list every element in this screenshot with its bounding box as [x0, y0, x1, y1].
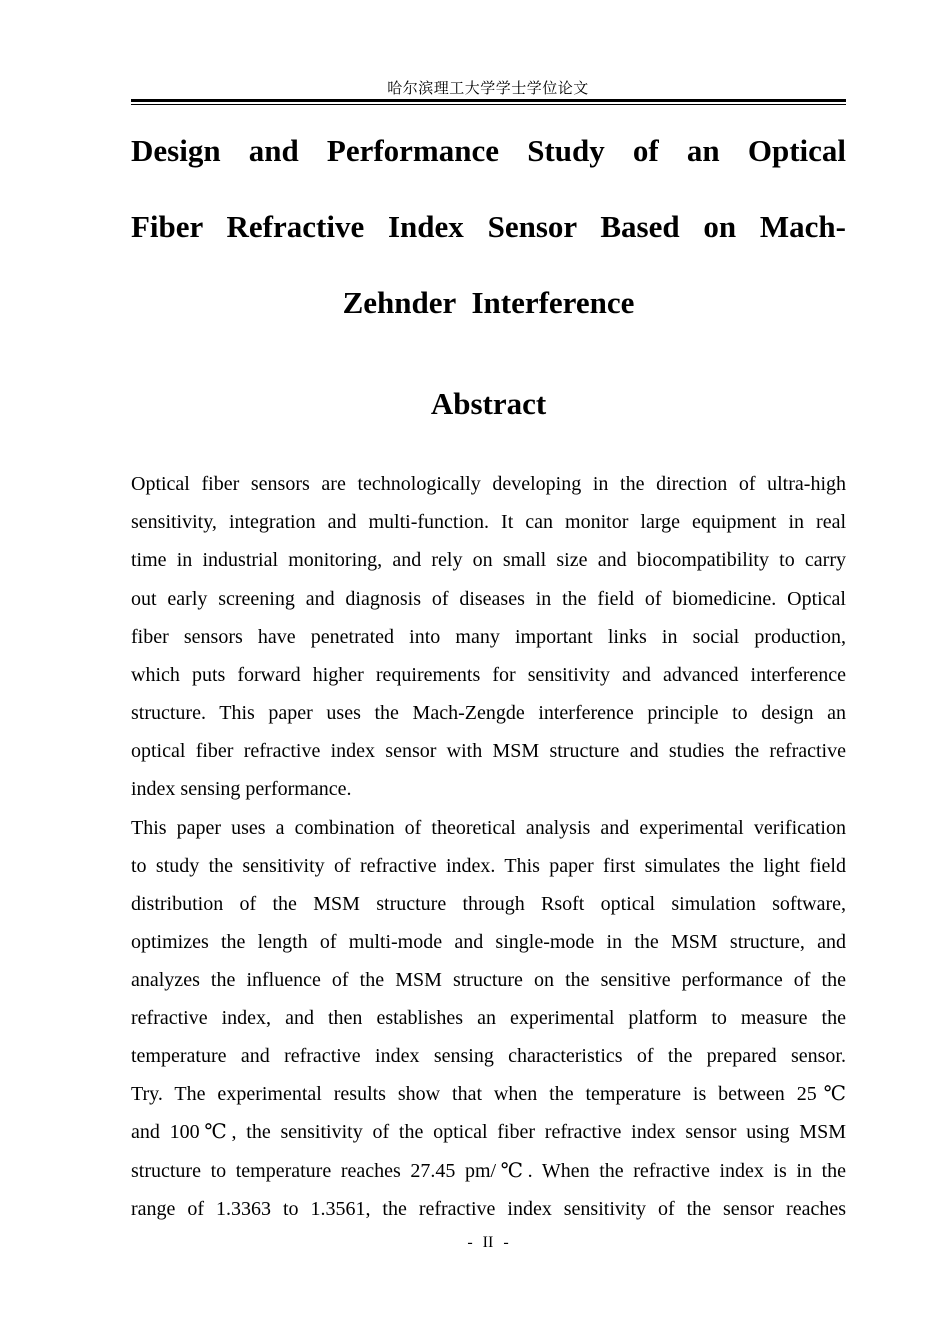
title-line-1: Design and Performance Study of an Optical	[131, 133, 846, 168]
body-line: and 100℃, the sensitivity of the optical fiber refractive index sensor using MSM	[131, 1121, 846, 1143]
body-line: distribution of the MSM structure through Rsoft optical simulation software,	[131, 893, 846, 915]
body-line: out early screening and diagnosis of diseases in the field of biomedicine. Optical	[131, 588, 846, 610]
body-line: optimizes the length of multi-mode and single-mode in the MSM structure, and	[131, 931, 846, 953]
header-rule-thin	[131, 104, 846, 105]
title-line-2: Fiber Refractive Index Sensor Based on Mach-	[131, 209, 846, 244]
body-line: This paper uses a combination of theoretical analysis and experimental verification	[131, 817, 846, 839]
body-line: analyzes the influence of the MSM structure on the sensitive performance of the	[131, 969, 846, 991]
body-line: refractive index, and then establishes an experimental platform to measure the	[131, 1007, 846, 1029]
body-line: temperature and refractive index sensing characteristics of the prepared sensor.	[131, 1045, 846, 1067]
body-line: sensitivity, integration and multi-function. It can monitor large equipment in real	[131, 511, 846, 533]
header-rule-thick	[131, 99, 846, 102]
page-number: - II -	[467, 1234, 509, 1251]
body-line: structure to temperature reaches 27.45 pm/℃. When the refractive index is in the	[131, 1160, 846, 1182]
body-line: optical fiber refractive index sensor with MSM structure and studies the refractive	[131, 740, 846, 762]
body-line: time in industrial monitoring, and rely on small size and biocompatibility to carry	[131, 549, 846, 571]
body-line: which puts forward higher requirements for sensitivity and advanced interference	[131, 664, 846, 686]
body-line: Try. The experimental results show that when the temperature is between 25℃	[131, 1083, 846, 1105]
body-line: structure. This paper uses the Mach-Zengde interference principle to design an	[131, 702, 846, 724]
title-line-3: Zehnder Interference	[342, 285, 635, 320]
body-line: to study the sensitivity of refractive index. This paper first simulates the light field	[131, 855, 846, 877]
abstract-heading: Abstract	[430, 386, 547, 421]
body-line: Optical fiber sensors are technologically developing in the direction of ultra-high	[131, 473, 846, 495]
body-line: index sensing performance.	[131, 778, 352, 800]
body-line: fiber sensors have penetrated into many important links in social production,	[131, 626, 846, 648]
running-header: 哈尔滨理工大学学士学位论文	[387, 79, 589, 97]
body-line: range of 1.3363 to 1.3561, the refractive index sensitivity of the sensor reaches	[131, 1198, 846, 1220]
